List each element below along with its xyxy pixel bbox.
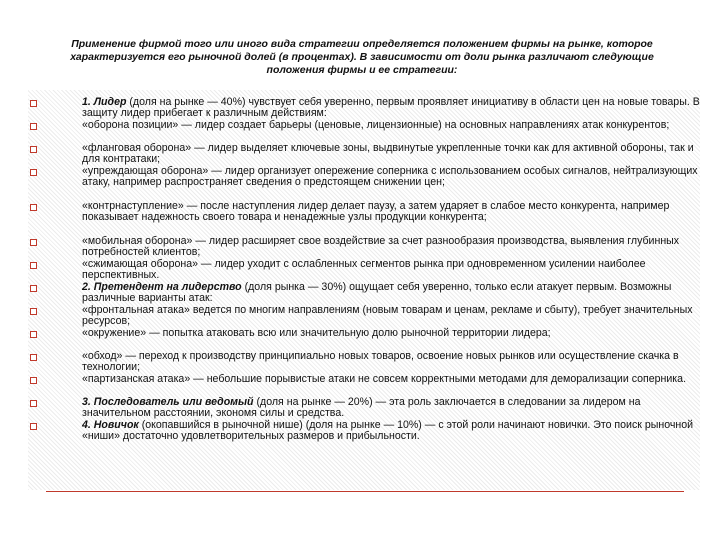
item-text: «обход» — переход к производству принципиально новых товаров, освоение новых рынков или осуществление скачка в технологии; xyxy=(82,350,679,374)
square-bullet-icon xyxy=(30,377,37,384)
item-text: «упреждающая оборона» — лидер организует опережение соперника с использованием особых сигналов, нейтрализующих атаку, например распространяет сведения о предстоящем снижении цен; xyxy=(82,165,698,189)
list-item xyxy=(28,374,700,397)
square-bullet-icon xyxy=(30,354,37,361)
item-text: «фронтальная атака» ведется по многим направлениям (новым товарам и ценам, рекламе и сбыту), требует значительных ресурсов; xyxy=(82,304,693,328)
square-bullet-icon xyxy=(30,262,37,269)
item-text: «окружение» — попытка атаковать всю или значительную долю рыночной территории лидера; xyxy=(82,327,551,339)
list-item xyxy=(28,397,700,420)
item-text: «контрнаступление» — после наступления лидер делает паузу, а затем ударяет в слабое место конкурента, например показывает надежность своего товара и ненадежные узлы продукции конкурента; xyxy=(82,200,670,224)
item-text: «оборона позиции» — лидер создает барьеры (ценовые, лицензионные) на основных направлениях атак конкурентов; xyxy=(82,119,670,131)
square-bullet-icon xyxy=(30,146,37,153)
list-item xyxy=(28,351,700,374)
item-text: «мобильная оборона» — лидер расширяет свое воздействие за счет разнообразия производства, выявления глубинных потребностей клиентов; xyxy=(82,235,680,259)
square-bullet-icon xyxy=(30,100,37,107)
list-item xyxy=(28,420,700,455)
square-bullet-icon xyxy=(30,331,37,338)
item-lead: 4. Новичок xyxy=(82,419,139,431)
square-bullet-icon xyxy=(30,285,37,292)
square-bullet-icon xyxy=(30,308,37,315)
square-bullet-icon xyxy=(30,423,37,430)
square-bullet-icon xyxy=(30,400,37,407)
square-bullet-icon xyxy=(30,239,37,246)
item-lead: 3. Последователь или ведомый xyxy=(82,396,254,408)
list-item xyxy=(28,97,700,120)
item-lead: 1. Лидер xyxy=(82,96,127,108)
list-item xyxy=(28,282,700,305)
list-item xyxy=(28,201,700,236)
list-item xyxy=(28,328,700,351)
page-title: Применение фирмой того или иного вида стратегии определяется положением фирмы на рынке, которое характеризуется его рыночной долей (в процентах). В зависимости от доли рынка различают следующие положения фирмы и ее стратегии: xyxy=(70,38,654,76)
item-text: «сжимающая оборона» — лидер уходит с ослабленных сегментов рынка при одновременном усилении наиболее перспективных. xyxy=(82,258,646,282)
strategy-list xyxy=(28,97,700,455)
list-item xyxy=(28,143,700,166)
square-bullet-icon xyxy=(30,169,37,176)
square-bullet-icon xyxy=(30,204,37,211)
item-text: (доля рынка — 30%) ощущает себя уверенно, только если атакует первым. Возможны различные варианты атак: xyxy=(82,281,672,305)
item-text: «партизанская атака» — небольшие порывистые атаки не совсем корректными методами для деморализации соперника. xyxy=(82,373,687,385)
item-text: «фланговая оборона» — лидер выделяет ключевые зоны, выдвинутые укрепленные точки как для активной обороны, так и для контратаки; xyxy=(82,142,694,166)
list-item xyxy=(28,236,700,259)
item-lead: 2. Претендент на лидерство xyxy=(82,281,242,293)
item-text: (доля на рынке — 20%) — эта роль заключается в следовании за лидером на значительном расстоянии, экономя силы и средства. xyxy=(82,396,641,420)
item-text: (доля на рынке — 40%) чувствует себя уверенно, первым проявляет инициативу в области цен на новые товары. В защиту лидер прибегает к различным действиям: xyxy=(82,96,700,120)
list-item xyxy=(28,305,700,328)
bottom-rule xyxy=(46,491,684,492)
square-bullet-icon xyxy=(30,123,37,130)
list-item xyxy=(28,166,700,201)
list-item xyxy=(28,259,700,282)
list-item xyxy=(28,120,700,143)
item-text: (окопавшийся в рыночной нише) (доля на рынке — 10%) — с этой роли начинают новички. Это поиск рыночной «ниши» достаточно удовлетворительных размеров и прибыльности. xyxy=(82,419,694,443)
